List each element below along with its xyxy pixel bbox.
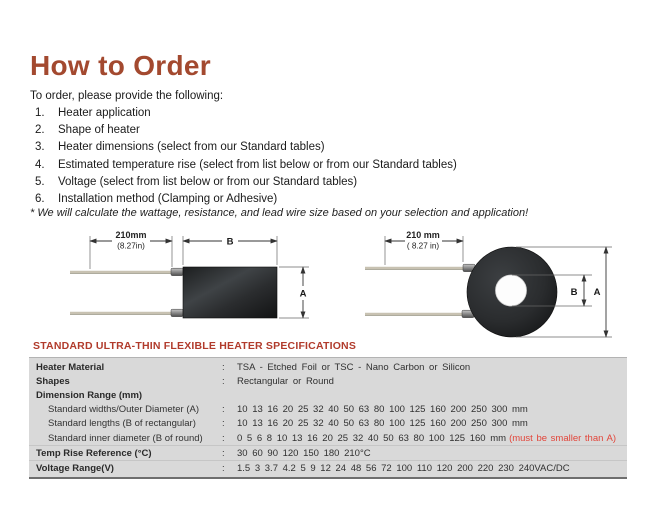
ferrule — [171, 268, 183, 275]
list-item — [35, 173, 595, 190]
table-row — [29, 417, 627, 431]
row-separator: : — [222, 375, 225, 387]
list-text: Estimated temperature rise (select from list below or from our Standard tables) — [58, 158, 457, 171]
calculation-note: * We will calculate the wattage, resistance, and lead wire size based on your selection and application! — [30, 207, 529, 219]
specs-table — [29, 357, 627, 479]
inner-diameter-b-label: B — [570, 287, 578, 298]
row-warning-note: (must be smaller than A) — [509, 432, 617, 444]
lead-length-inches-label: ( 8.27 in) — [406, 241, 440, 251]
list-text: Installation method (Clamping or Adhesive) — [58, 193, 278, 206]
heater-body — [183, 267, 277, 318]
table-row — [29, 445, 627, 460]
outer-diameter-a-label: A — [593, 287, 601, 298]
round-heater-diagram — [360, 225, 650, 340]
row-separator: : — [222, 462, 225, 474]
list-item — [35, 104, 595, 121]
row-label: Voltage Range(V) — [36, 462, 114, 474]
row-label: Shapes — [36, 375, 70, 387]
order-list — [35, 104, 595, 208]
list-number: 4. — [35, 158, 45, 171]
row-separator: : — [222, 418, 225, 430]
row-value: 0 5 6 8 10 13 16 20 25 32 40 50 63 80 100 125 160 mm (must be smaller than A) — [237, 432, 617, 444]
list-number: 6. — [35, 193, 45, 206]
row-label: Standard inner diameter (B of round) — [48, 432, 203, 444]
table-row — [29, 460, 627, 475]
specs-heading: STANDARD ULTRA-THIN FLEXIBLE HEATER SPECIFICATIONS — [33, 340, 357, 352]
table-row — [29, 403, 627, 417]
table-row — [29, 374, 627, 388]
table-row — [29, 431, 627, 445]
list-number: 3. — [35, 141, 45, 154]
list-number: 5. — [35, 175, 45, 188]
row-separator: : — [222, 447, 225, 459]
list-item — [35, 121, 595, 138]
list-text: Voltage (select from list below or from our Standard tables) — [58, 175, 358, 188]
lead-length-label: 210mm — [115, 230, 147, 240]
row-label: Standard lengths (B of rectangular) — [48, 418, 196, 430]
row-value: 1.5 3 3.7 4.2 5 9 12 24 48 56 72 100 110 120 200 220 230 240VAC/DC — [237, 462, 570, 474]
lead-length-label: 210 mm — [406, 230, 440, 240]
row-value: 10 13 16 20 25 32 40 50 63 80 100 125 160 200 250 300 mm — [237, 404, 528, 416]
row-separator: : — [222, 404, 225, 416]
list-text: Shape of heater — [58, 123, 140, 136]
row-value: 30 60 90 120 150 180 210°C — [237, 447, 371, 459]
list-item — [35, 156, 595, 173]
rectangular-heater-diagram — [60, 225, 360, 340]
row-label: Standard widths/Outer Diameter (A) — [48, 404, 200, 416]
lead-length-inches-label: (8.27in) — [117, 241, 145, 251]
ferrule — [171, 309, 183, 316]
list-number: 2. — [35, 123, 45, 136]
row-value: TSA - Etched Foil or TSC - Nano Carbon or Silicon — [237, 361, 471, 373]
row-value: Rectangular or Round — [237, 375, 334, 387]
inner-hole — [496, 275, 527, 306]
list-item — [35, 190, 595, 207]
list-item — [35, 139, 595, 156]
dimension-a-label: A — [299, 288, 307, 300]
list-text: Heater application — [58, 106, 151, 119]
list-text: Heater dimensions (select from our Standard tables) — [58, 141, 325, 154]
row-label: Temp Rise Reference (°C) — [36, 447, 152, 459]
row-separator: : — [222, 432, 225, 444]
table-row — [29, 388, 627, 402]
page-title: How to Order — [30, 50, 211, 81]
row-value: 10 13 16 20 25 32 40 50 63 80 100 125 160 200 250 300 mm — [237, 418, 528, 430]
row-separator: : — [222, 361, 225, 373]
list-number: 1. — [35, 106, 45, 119]
row-label: Heater Material — [36, 361, 105, 373]
table-row — [29, 360, 627, 374]
intro-text: To order, please provide the following: — [30, 90, 224, 102]
row-label: Dimension Range (mm) — [36, 389, 143, 401]
dimension-b-label: B — [226, 236, 234, 248]
